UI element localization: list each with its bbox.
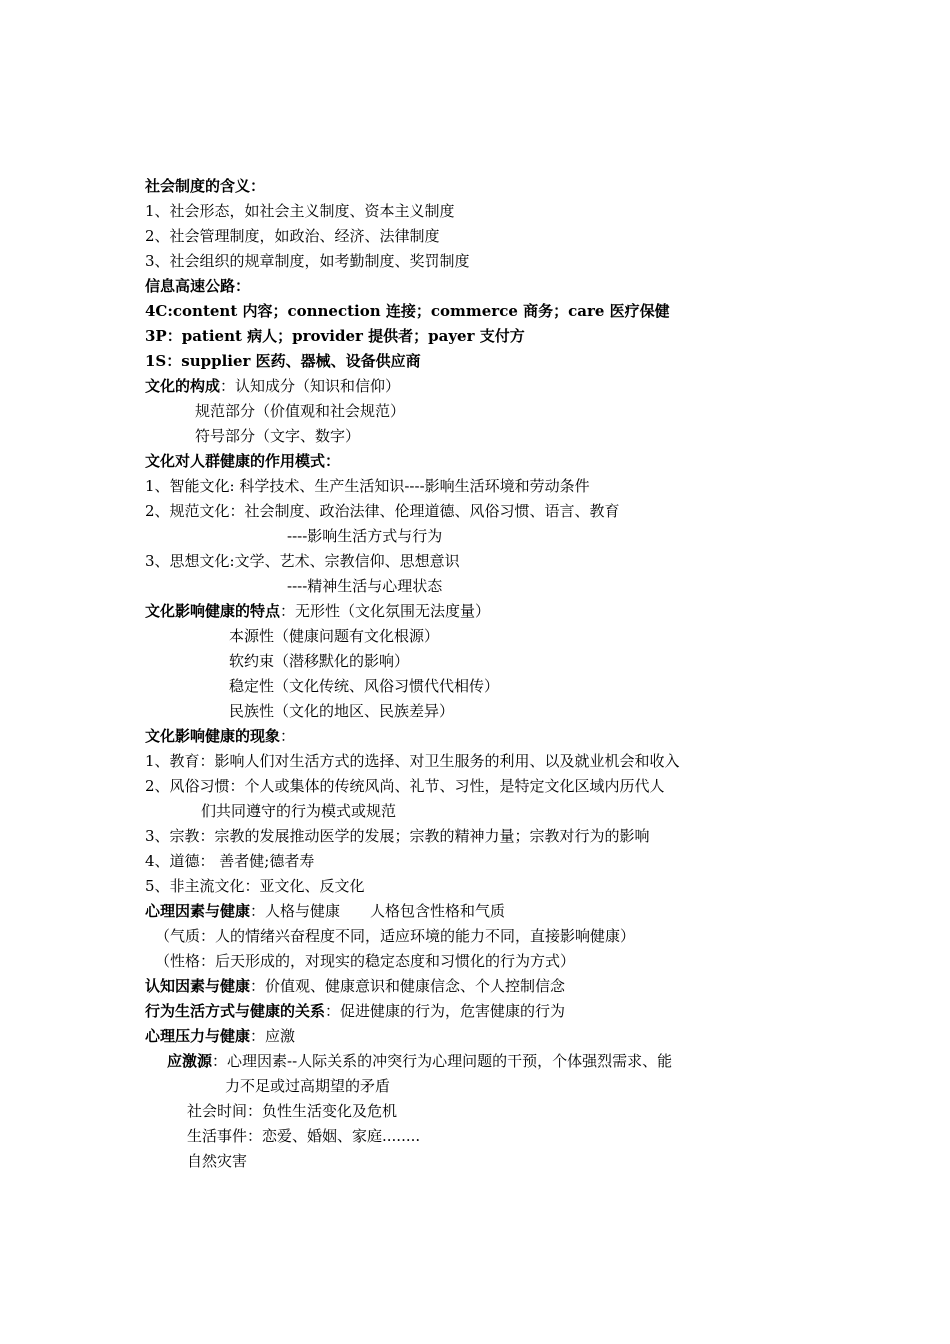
culture-mode-item-2-cont: ----影响生活方式与行为 [287,527,443,545]
stressor-cont: 力不足或过高期望的矛盾 [225,1077,391,1095]
culture-phenomena-item-2: 2、风俗习惯：个人或集体的传统风尚、礼节、习性，是特定文化区域内历代人 [145,777,665,795]
stress-health-heading: 心理压力与健康 [145,1027,251,1045]
culture-phenomena-item-3: 3、宗教：宗教的发展推动医学的发展；宗教的精神力量；宗教对行为的影响 [145,827,650,845]
cognitive-health-line [145,974,905,999]
info-highway-4c: 4C:content 内容；connection 连接；commerce 商务；care 医疗保健 [145,302,670,320]
culture-features-item-4: 稳定性（文化传统、风俗习惯代代相传） [229,677,500,695]
psych-health-note-1: （气质：人的情绪兴奋程度不同，适应环境的能力不同，直接影响健康） [155,927,636,945]
stressor-text: ：心理因素--人际关系的冲突行为心理问题的干预，个体强烈需求、能 [212,1052,673,1070]
culture-mode-item-3: 3、思想文化:文学、艺术、宗教信仰、思想意识 [145,552,460,570]
social-system-item-3: 3、社会组织的规章制度，如考勤制度、奖罚制度 [145,252,470,270]
stress-health-line [145,1024,905,1049]
culture-phenomena-heading: 文化影响健康的现象 [145,727,281,745]
stressor-heading: 应激源 [167,1052,213,1070]
culture-composition-item-2: 规范部分（价值观和社会规范） [195,402,406,420]
culture-features-heading: 文化影响健康的特点 [145,602,281,620]
cognitive-health-heading: 认知因素与健康 [145,977,251,995]
stressor-item-life-events: 生活事件：恋爱、婚姻、家庭........ [187,1127,421,1145]
stress-health-text: ：应激 [250,1027,296,1045]
info-highway-heading: 信息高速公路： [145,277,251,295]
lifestyle-health-heading: 行为生活方式与健康的关系 [145,1002,326,1020]
psych-health-note-2: （性格：后天形成的，对现实的稳定态度和习惯化的行为方式） [155,952,576,970]
culture-phenomena-colon: ： [280,727,296,745]
cognitive-health-text: ：价值观、健康意识和健康信念、个人控制信念 [250,977,566,995]
psych-health-line [145,899,905,924]
culture-features-first: ：无形性（文化氛围无法度量） [280,602,491,620]
culture-phenomena-item-1: 1、教育：影响人们对生活方式的选择、对卫生服务的利用、以及就业机会和收入 [145,752,680,770]
psych-health-text: ：人格与健康 人格包含性格和气质 [250,902,506,920]
culture-phenomena-line [145,724,905,749]
social-system-heading: 社会制度的含义： [145,177,266,195]
culture-mode-item-1: 1、智能文化: 科学技术、生产生活知识----影响生活环境和劳动条件 [145,477,590,495]
culture-composition-line [145,374,905,399]
culture-mode-item-2: 2、规范文化：社会制度、政治法律、伦理道德、风俗习惯、语言、教育 [145,502,620,520]
culture-features-item-3: 软约束（潜移默化的影响） [229,652,410,670]
culture-phenomena-item-4: 4、道德： 善者健;德者寿 [145,852,315,870]
document-body [145,174,905,1174]
culture-composition-first: ：认知成分（知识和信仰） [220,377,401,395]
culture-features-item-5: 民族性（文化的地区、民族差异） [229,702,455,720]
social-system-item-2: 2、社会管理制度，如政治、经济、法律制度 [145,227,440,245]
info-highway-1s: 1S：supplier 医药、器械、设备供应商 [145,352,421,370]
culture-composition-heading: 文化的构成 [145,377,221,395]
stressor-item-disaster: 自然灾害 [187,1152,248,1170]
culture-features-item-2: 本源性（健康问题有文化根源） [229,627,440,645]
lifestyle-health-line [145,999,905,1024]
culture-phenomena-item-5: 5、非主流文化：亚文化、反文化 [145,877,365,895]
culture-composition-item-3: 符号部分（文字、数字） [195,427,361,445]
culture-mode-item-3-cont: ----精神生活与心理状态 [287,577,443,595]
culture-mode-heading: 文化对人群健康的作用模式： [145,452,341,470]
lifestyle-health-text: ：促进健康的行为，危害健康的行为 [325,1002,566,1020]
social-system-item-1: 1、社会形态，如社会主义制度、资本主义制度 [145,202,455,220]
info-highway-3p: 3P：patient 病人；provider 提供者；payer 支付方 [145,327,525,345]
psych-health-heading: 心理因素与健康 [145,902,251,920]
stressor-line [145,1049,905,1074]
stressor-item-social: 社会时间：负性生活变化及危机 [187,1102,398,1120]
culture-phenomena-item-2-cont: 们共同遵守的行为模式或规范 [201,802,397,820]
culture-features-line [145,599,905,624]
